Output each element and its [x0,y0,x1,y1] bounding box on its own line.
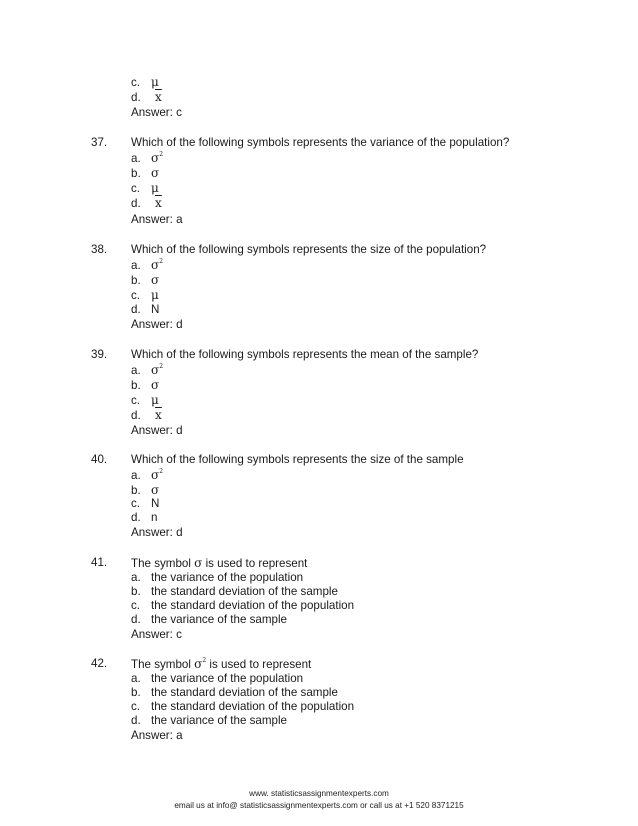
option-b: b. σ [131,378,160,392]
sigma-symbol: σ [151,166,160,180]
option-d: d. the variance of the sample [131,613,287,626]
question-text: Which of the following symbols represents the mean of the sample? [131,348,479,361]
option-a: a. $\sigma^2$ [131,151,164,165]
option-b: b. σ [131,273,160,287]
mu-symbol: μ [151,181,159,195]
sigma-squared-symbol: $\sigma^2$ [151,468,164,482]
answer: Answer: a [131,213,183,226]
mu-symbol: μ [151,75,159,89]
answer: Answer: d [131,526,183,539]
option-b: b. the standard deviation of the sample [131,585,338,598]
option-d: d. N [131,303,160,316]
sigma-symbol: σ [151,483,160,497]
option-c: c. N [131,497,160,510]
option-b: b. σ [131,483,160,497]
question-number: 40. [91,453,108,466]
option-c: c. μ [131,181,159,195]
option-d: d. n [131,511,158,524]
option-a: a. the variance of the population [131,571,304,584]
x-bar-symbol: $\overline{x}$ [155,90,162,104]
x-bar-symbol: $\overline{x}$ [155,408,162,422]
question-number: 41. [91,556,108,569]
mu-symbol: μ [151,288,159,302]
option-c: c. the standard deviation of the population [131,599,355,612]
option-c: c. the standard deviation of the population [131,700,355,713]
question-number: 42. [91,657,108,670]
question-number: 38. [91,243,108,256]
sigma-symbol: σ [151,378,160,392]
answer: Answer: a [131,729,183,742]
option-d: d. $\overline{x}$ [131,408,162,422]
mu-symbol: μ [151,393,159,407]
answer: Answer: d [131,318,183,331]
footer-website: www. statisticsassignmentexperts.com [249,789,389,798]
option-b: b. the standard deviation of the sample [131,686,338,699]
question-number: 37. [91,136,108,149]
option-d: d. $\overline{x}$ [131,90,162,104]
option-c: c. μ [131,75,159,89]
question-text: Which of the following symbols represents the variance of the population? [131,136,510,149]
sigma-symbol: σ [151,273,160,287]
question-text: Which of the following symbols represents the size of the sample [131,453,464,466]
option-c: c. μ [131,288,159,302]
option-c: c. μ [131,393,159,407]
answer: Answer: c [131,106,182,119]
footer-contact: email us at info@ statisticsassignmentexperts.com or call us at +1 520 8371215 [174,801,464,810]
option-d: d. $\overline{x}$ [131,196,162,210]
option-a: a. the variance of the population [131,672,304,685]
option-d: d. the variance of the sample [131,714,287,727]
option-a: a. $\sigma^2$ [131,363,164,377]
answer: Answer: c [131,628,182,641]
question-number: 39. [91,348,108,361]
answer: Answer: d [131,424,183,437]
sigma-squared-symbol: $\sigma^2$ [151,258,164,272]
question-text: The symbol σ is used to represent [131,556,308,570]
question-text: The symbol $\sigma^2$ is used to represent [131,657,312,671]
sigma-symbol: σ [194,556,203,570]
sigma-squared-symbol: $\sigma^2$ [151,151,164,165]
sigma-squared-symbol: $\sigma^2$ [151,363,164,377]
option-a: a. $\sigma^2$ [131,468,164,482]
option-a: a. $\sigma^2$ [131,258,164,272]
x-bar-symbol: $\overline{x}$ [155,196,162,210]
sigma-squared-symbol: $\sigma^2$ [194,657,207,671]
option-b: b. σ [131,166,160,180]
question-text: Which of the following symbols represents the size of the population? [131,243,487,256]
